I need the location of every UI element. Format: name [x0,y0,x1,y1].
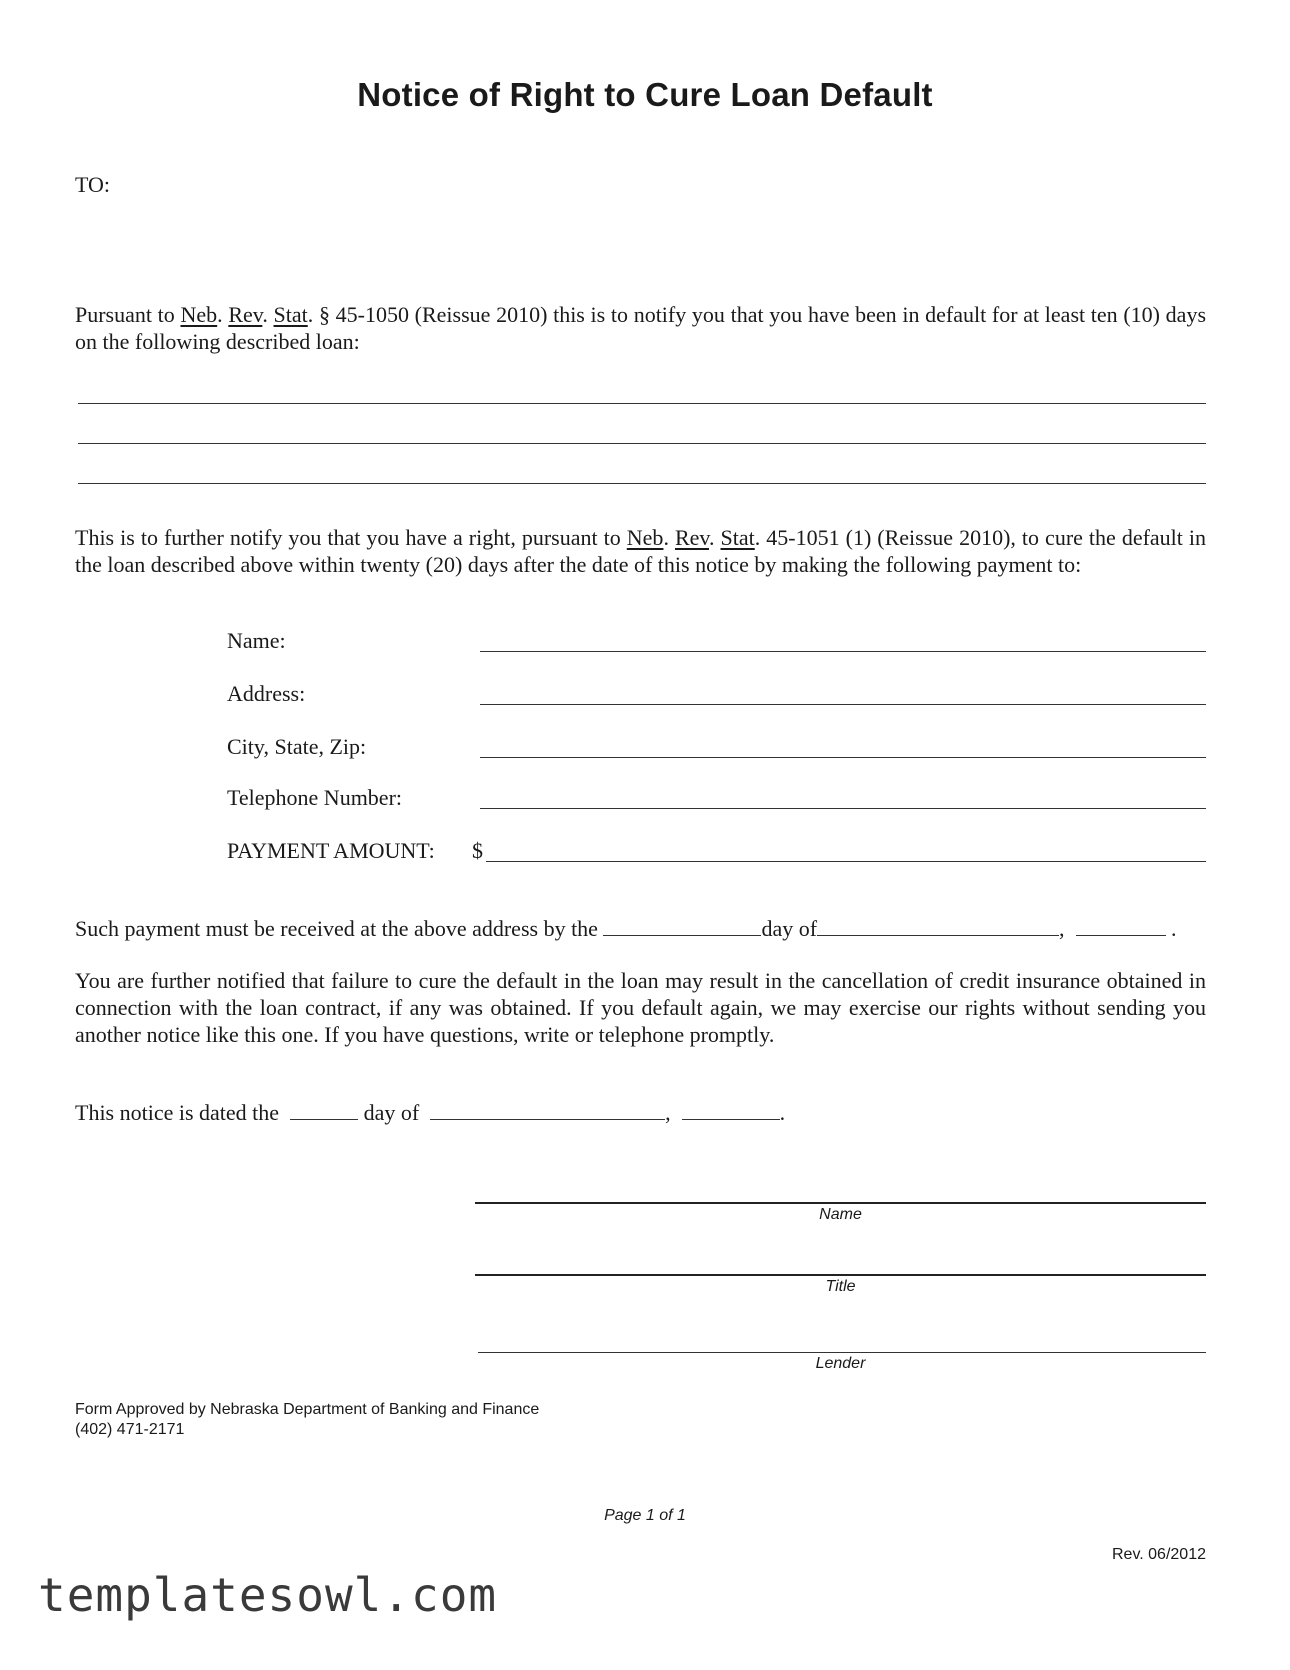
currency-symbol: $ [472,838,483,863]
payee-phone-label: Telephone Number: [227,785,403,810]
payee-city-field[interactable] [480,757,1206,758]
notice-month-field[interactable] [430,1099,665,1120]
deadline-month-field[interactable] [817,915,1059,936]
deadline-day-field[interactable] [603,915,761,936]
payee-phone-field[interactable] [480,808,1206,809]
payee-name-field[interactable] [480,651,1206,652]
notice-date-line: This notice is dated the day of , . [75,1100,786,1125]
deadline-year-field[interactable] [1076,915,1166,936]
signature-title-line[interactable] [475,1274,1206,1276]
payee-address-field[interactable] [480,704,1206,705]
watermark-text: templatesowl.com [38,1568,498,1622]
form-approval-note: Form Approved by Nebraska Department of Banking and Finance [75,1401,540,1418]
signature-name-line[interactable] [475,1202,1206,1204]
revision-date: Rev. 06/2012 [1112,1546,1206,1563]
signature-lender-caption: Lender [815,1355,866,1372]
notice-day-field[interactable] [290,1099,358,1120]
payment-amount-field[interactable] [486,861,1206,862]
payee-address-label: Address: [227,681,306,706]
cancellation-warning-paragraph: You are further notified that failure to cure the default in the loan may result in the cancellation of credit insurance obtained in connection with the loan contract, if any was obtained. If you default again, we may exercise our rights without sending you another notice like this one. If you have questions, write or telephone promptly. [75,968,1206,1047]
payee-city-label: City, State, Zip: [227,734,367,759]
notice-year-field[interactable] [682,1099,780,1120]
default-notice-paragraph: Pursuant to Neb. Rev. Stat. § 45-1050 (Reissue 2010) this is to notify you that you have been in default for at least ten (10) days on the following described loan: [75,302,1207,354]
approval-phone: (402) 471-2171 [75,1421,185,1438]
payee-name-label: Name: [227,628,286,653]
page-number: Page 1 of 1 [604,1507,686,1524]
signature-name-caption: Name [819,1206,862,1223]
signature-lender-line[interactable] [478,1352,1206,1353]
page-title: Notice of Right to Cure Loan Default [357,76,933,113]
signature-title-caption: Title [825,1278,856,1295]
payment-amount-label: PAYMENT AMOUNT: [227,838,435,863]
right-to-cure-paragraph: This is to further notify you that you have a right, pursuant to Neb. Rev. Stat. 45-1051 (1) (Reissue 2010), to cure the default in the loan described above within twenty (20) days after the date of this notice by making the following payment to: [75,525,1207,577]
loan-description-line-2[interactable] [78,443,1206,444]
loan-description-line-3[interactable] [78,483,1206,484]
to-label: TO: [75,172,111,197]
loan-description-line-1[interactable] [78,403,1206,404]
payment-deadline-line: Such payment must be received at the above address by the day of , . [75,916,1177,941]
